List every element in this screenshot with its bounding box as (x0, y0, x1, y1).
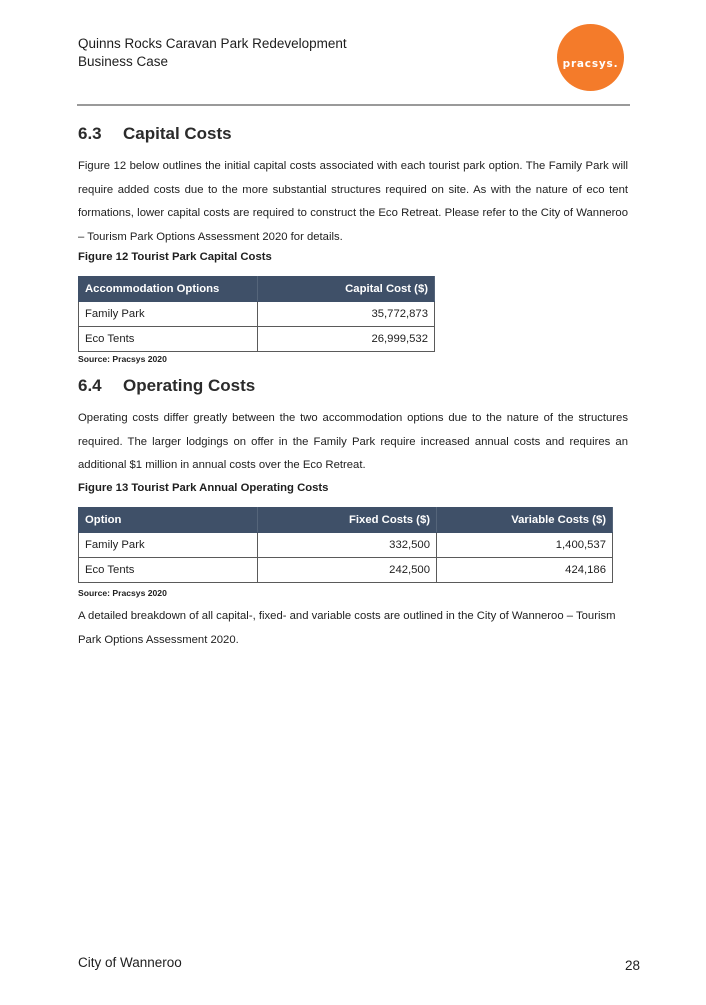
table-cell: 26,999,532 (258, 327, 435, 352)
table-cell: Family Park (79, 302, 258, 327)
section-number: 6.4 (78, 376, 102, 395)
column-header: Option (79, 508, 258, 533)
table-cell: 242,500 (258, 558, 437, 583)
table-row (79, 302, 435, 327)
figure-12-caption: Figure 12 Tourist Park Capital Costs (78, 251, 272, 263)
capital-costs-table (78, 276, 435, 352)
section-title: Operating Costs (123, 376, 256, 395)
operating-costs-paragraph: Operating costs differ greatly between the two accommodation options due to the nature of the structures required. The larger lodgings on offer in the Family Park require increased annual costs and requires an additional $1 million in annual costs over the Eco Retreat. (78, 412, 628, 471)
table-header-row (79, 508, 613, 533)
header-divider (77, 104, 630, 106)
page-number: 28 (624, 958, 640, 973)
section-heading-capital-costs (78, 124, 232, 144)
table-source-note: Source: Pracsys 2020 (78, 588, 167, 598)
capital-costs-paragraph: Figure 12 below outlines the initial capital costs associated with each tourist park option. The Family Park will require added costs due to the more substantial structures required on site. As with the nature of eco tent formations, lower capital costs are required to construct the Eco Retreat. Please refer to the City of Wanneroo – Tourism Park Options Assessment 2020 for details. (78, 160, 628, 243)
column-header: Variable Costs ($) (437, 508, 613, 533)
table-header-row (79, 277, 435, 302)
logo-text: pracsys. (562, 57, 619, 70)
table-source-note: Source: Pracsys 2020 (78, 354, 167, 364)
operating-costs-table (78, 507, 613, 583)
pracsys-logo (557, 24, 624, 91)
footer-organisation: City of Wanneroo (78, 955, 182, 970)
table-cell: Family Park (79, 533, 258, 558)
table-cell: Eco Tents (79, 327, 258, 352)
column-header: Capital Cost ($) (258, 277, 435, 302)
document-subtitle: Business Case (78, 54, 169, 69)
column-header: Fixed Costs ($) (258, 508, 437, 533)
document-title: Quinns Rocks Caravan Park Redevelopment (78, 36, 347, 51)
table-row (79, 327, 435, 352)
section-number: 6.3 (78, 124, 102, 143)
table-cell: 332,500 (258, 533, 437, 558)
figure-13-caption: Figure 13 Tourist Park Annual Operating Costs (78, 482, 329, 494)
table-cell: 1,400,537 (437, 533, 613, 558)
table-cell: 35,772,873 (258, 302, 435, 327)
table-cell: 424,186 (437, 558, 613, 583)
table-row (79, 533, 613, 558)
column-header: Accommodation Options (79, 277, 258, 302)
section-title: Capital Costs (123, 124, 232, 143)
table-row (79, 558, 613, 583)
table-cell: Eco Tents (79, 558, 258, 583)
closing-paragraph: A detailed breakdown of all capital-, fixed- and variable costs are outlined in the City of Wanneroo – Tourism Park Options Assessment 2020. (78, 610, 616, 646)
section-heading-operating-costs (78, 376, 255, 396)
